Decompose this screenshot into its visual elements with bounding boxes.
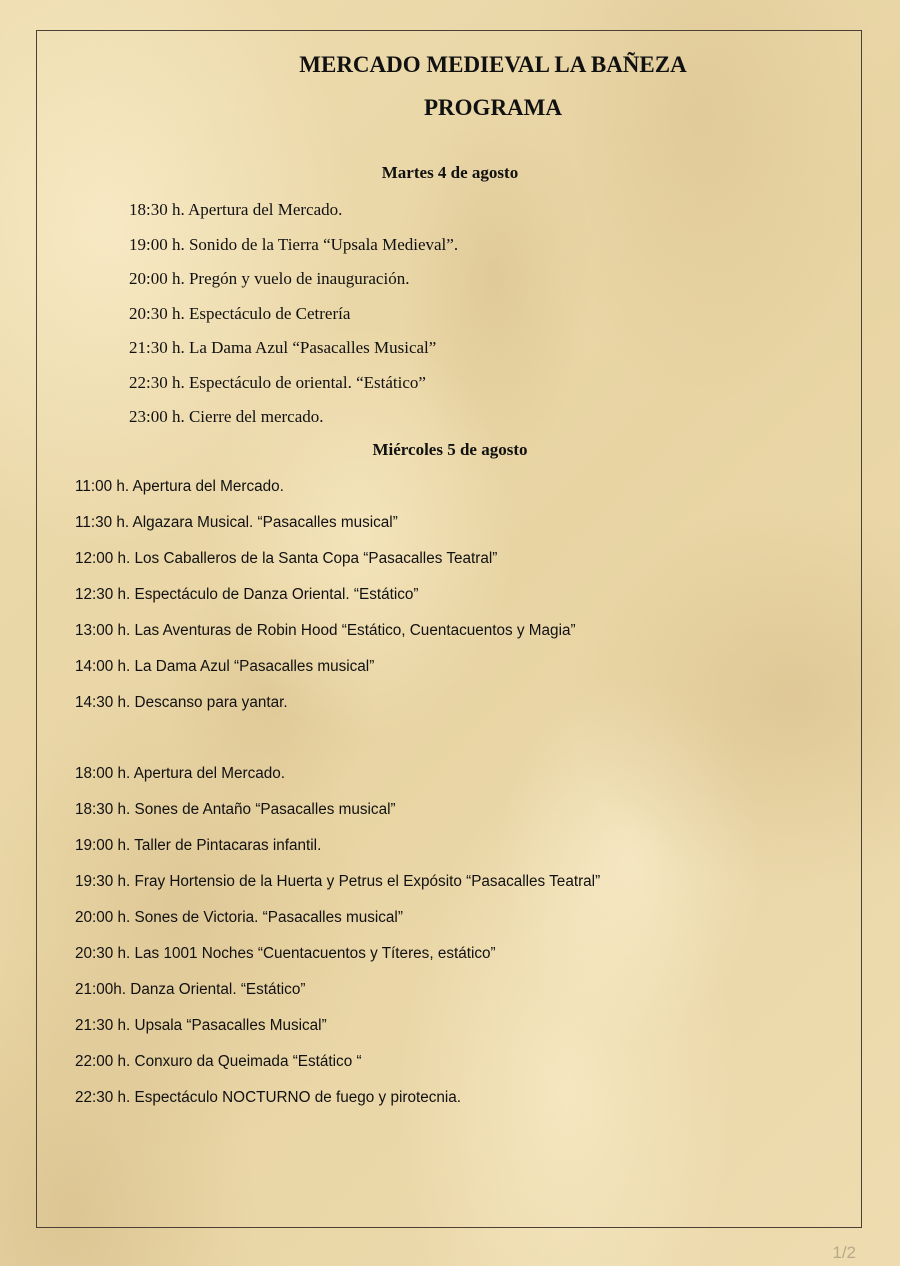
schedule-item: 20:00 h. Sones de Victoria. “Pasacalles musical” (75, 909, 403, 926)
schedule-item: 12:30 h. Espectáculo de Danza Oriental. “Estático” (75, 586, 419, 603)
schedule-item: 21:30 h. Upsala “Pasacalles Musical” (75, 1017, 327, 1034)
schedule-item: 11:30 h. Algazara Musical. “Pasacalles musical” (75, 514, 398, 531)
schedule-item: 22:00 h. Conxuro da Queimada “Estático “ (75, 1053, 362, 1070)
schedule-item: 19:30 h. Fray Hortensio de la Huerta y Petrus el Expósito “Pasacalles Teatral” (75, 873, 601, 890)
schedule-item: 20:30 h. Espectáculo de Cetrería (129, 303, 351, 323)
schedule-item: 20:30 h. Las 1001 Noches “Cuentacuentos y Títeres, estático” (75, 945, 496, 962)
schedule-item: 18:00 h. Apertura del Mercado. (75, 765, 286, 782)
schedule-item: 14:00 h. La Dama Azul “Pasacalles musical” (75, 658, 375, 675)
day-heading-miercoles: Miércoles 5 de agosto (372, 440, 528, 459)
schedule-miercoles-evening (75, 756, 600, 1116)
schedule-item: 14:30 h. Descanso para yantar. (75, 694, 288, 711)
schedule-martes (129, 193, 458, 435)
schedule-item: 22:30 h. Espectáculo NOCTURNO de fuego y pirotecnia. (75, 1089, 462, 1106)
schedule-miercoles-morning (75, 469, 576, 721)
schedule-item: 11:00 h. Apertura del Mercado. (75, 478, 284, 495)
schedule-item: 23:00 h. Cierre del mercado. (129, 407, 324, 426)
document-title: MERCADO MEDIEVAL LA BAÑEZA (299, 52, 687, 77)
schedule-item: 12:00 h. Los Caballeros de la Santa Copa “Pasacalles Teatral” (75, 550, 498, 567)
day-heading-martes: Martes 4 de agosto (381, 163, 519, 182)
page-indicator: 1/2 (832, 1243, 856, 1262)
document-subtitle: PROGRAMA (424, 95, 562, 120)
schedule-item: 20:00 h. Pregón y vuelo de inauguración. (129, 269, 410, 288)
schedule-item: 21:30 h. La Dama Azul “Pasacalles Musical” (129, 338, 437, 357)
schedule-item: 18:30 h. Apertura del Mercado. (129, 200, 343, 219)
schedule-item: 13:00 h. Las Aventuras de Robin Hood “Estático, Cuentacuentos y Magia” (75, 622, 576, 639)
schedule-item: 22:30 h. Espectáculo de oriental. “Estático” (129, 372, 426, 392)
schedule-item: 18:30 h. Sones de Antaño “Pasacalles musical” (75, 801, 396, 818)
schedule-item: 19:00 h. Sonido de la Tierra “Upsala Medieval”. (129, 234, 459, 254)
schedule-item: 19:00 h. Taller de Pintacaras infantil. (75, 837, 322, 854)
schedule-item: 21:00h. Danza Oriental. “Estático” (75, 981, 306, 998)
